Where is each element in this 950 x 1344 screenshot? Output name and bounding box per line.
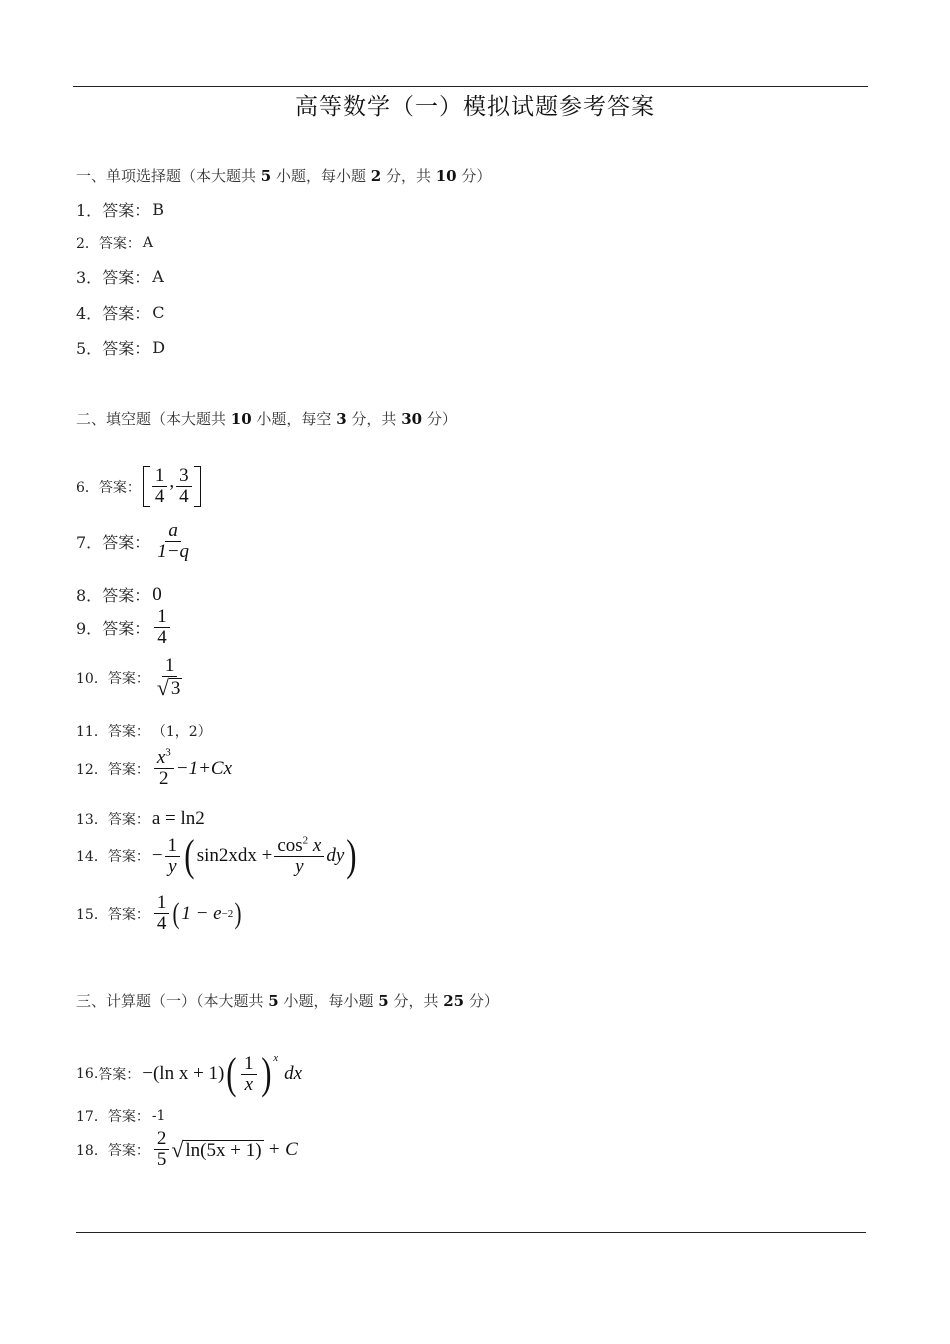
answer-5: 5． 答案： D xyxy=(76,338,166,358)
page-title: 高等数学（一）模拟试题参考答案 xyxy=(295,94,655,120)
section-heading-choice: 一、单项选择题（本大题共 5 小题，每小题 2 分，共 10 分） xyxy=(76,167,492,185)
answer-1: 1． 答案： B xyxy=(76,200,164,220)
answer-12: 12． 答案： $\frac{x^3}{2}$ −1+Cx xyxy=(76,746,233,789)
answer-15: 15． 答案： $\frac{1}{4}$ ( 1 − e −2 ) xyxy=(76,892,242,934)
answer-17: 17． 答案： -1 xyxy=(76,1108,166,1125)
sqrt-expression: √ 3 xyxy=(156,675,181,700)
section-heading-calc: 三、计算题（一）（本大题共 5 小题，每小题 5 分，共 25 分） xyxy=(76,992,499,1010)
answer-9: 9． 答案： $\frac{1}{4}$ xyxy=(76,607,172,648)
answer-13: 13． 答案： a = ln2 xyxy=(76,808,205,829)
answer-18: 18． 答案： $\frac{2}{5}$ √ ln(5x + 1) + C xyxy=(76,1128,298,1170)
bottom-rule xyxy=(76,1232,866,1233)
answer-16: 16. 答案： −(ln x + 1) ( $\frac{1}{x}$ ) $^x$ dx xyxy=(76,1049,303,1098)
answer-6: 6． 答案： $\frac{1}{4}$ , $\frac{3}{4}$ xyxy=(76,466,201,507)
interval-expression: $\frac{1}{4}$ , $\frac{3}{4}$ xyxy=(143,466,201,507)
answer-2: 2． 答案： A xyxy=(76,235,154,252)
answer-14: 14． 答案： − $\frac{1}{y}$ ( sin2xdx + $\frac{\cos^2 x}{y}$ dy ) xyxy=(76,831,357,880)
section-heading-fill: 二、填空题（本大题共 10 小题，每空 3 分，共 30 分） xyxy=(76,410,457,428)
answer-3: 3． 答案： A xyxy=(76,267,164,287)
answer-10: 10． 答案： 1 √ 3 xyxy=(76,656,187,699)
top-rule xyxy=(73,86,868,87)
answer-8: 8． 答案： 0 xyxy=(76,583,162,605)
answer-7: 7． 答案： $\frac{a}{1-q}$ xyxy=(76,520,190,562)
answer-11: 11． 答案： （1，2） xyxy=(76,724,212,740)
sqrt-expression: √ ln(5x + 1) xyxy=(171,1136,262,1162)
answer-4: 4． 答案： C xyxy=(76,303,165,323)
